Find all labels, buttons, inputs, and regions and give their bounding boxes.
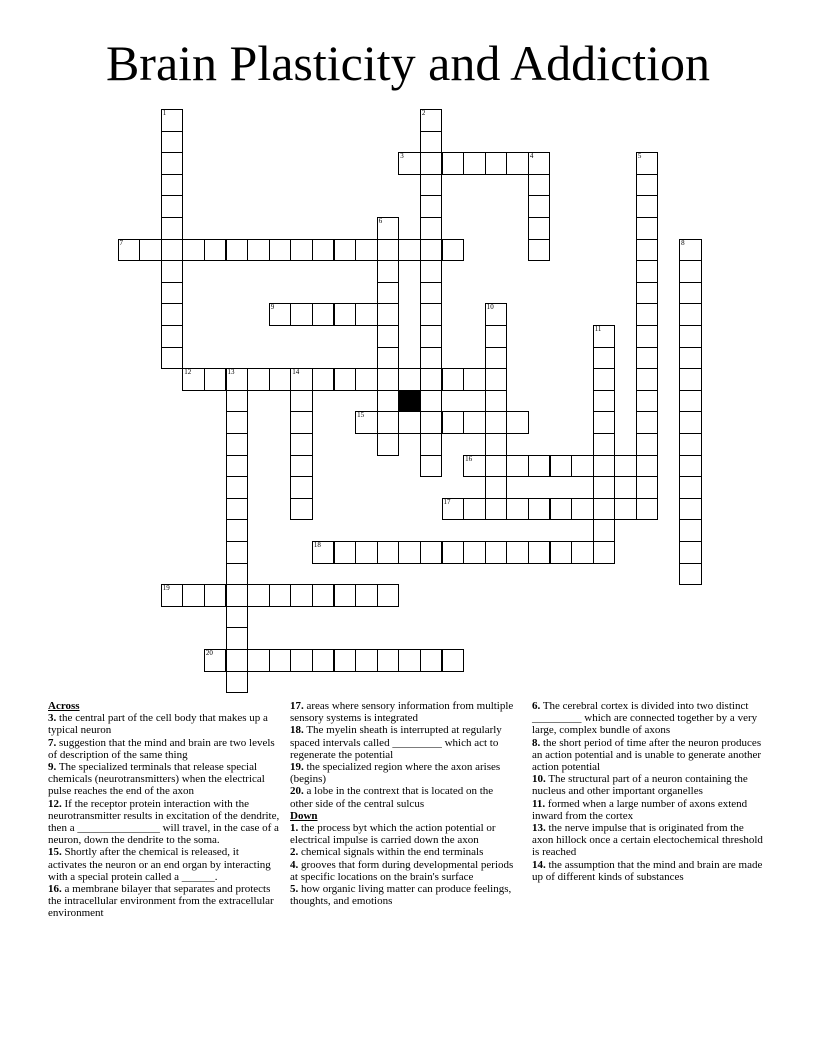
grid-cell[interactable]	[247, 368, 270, 391]
grid-cell[interactable]	[377, 649, 400, 672]
grid-cell[interactable]	[463, 541, 486, 564]
clue-number: 6	[378, 217, 383, 225]
grid-cell[interactable]	[420, 260, 443, 283]
grid-cell[interactable]	[226, 627, 249, 650]
grid-cell[interactable]	[679, 563, 702, 586]
grid-cell[interactable]	[182, 368, 205, 391]
grid-cell[interactable]	[161, 152, 184, 175]
grid-cell[interactable]	[355, 411, 378, 434]
grid-cell[interactable]	[290, 498, 313, 521]
grid-cell[interactable]	[442, 368, 465, 391]
down-clue-2: 2. chemical signals within the end terminals	[290, 846, 484, 859]
clue-number: 20	[205, 649, 213, 657]
grid-cell[interactable]	[636, 260, 659, 283]
grid-cell[interactable]	[463, 368, 486, 391]
grid-cell[interactable]	[334, 239, 357, 262]
grid-cell[interactable]	[377, 390, 400, 413]
grid-cell[interactable]	[226, 606, 249, 629]
grid-cell[interactable]	[636, 174, 659, 197]
across-clue-3: 3. the central part of the cell body that makes up a typical neuron	[48, 712, 268, 737]
grid-cell[interactable]	[442, 541, 465, 564]
grid-cell[interactable]	[636, 433, 659, 456]
grid-cell[interactable]	[182, 239, 205, 262]
grid-cell[interactable]	[312, 541, 335, 564]
grid-cell[interactable]	[269, 584, 292, 607]
grid-cell[interactable]	[355, 584, 378, 607]
grid-cell[interactable]	[290, 239, 313, 262]
grid-cell[interactable]	[593, 455, 616, 478]
down-heading: Down	[290, 809, 318, 822]
grid-cell[interactable]	[679, 455, 702, 478]
grid-cell[interactable]	[161, 260, 184, 283]
grid-cell[interactable]	[636, 347, 659, 370]
grid-cell[interactable]	[377, 303, 400, 326]
down-clue-4: 4. grooves that form during developmental periods at specific locations on the brain's surface	[290, 858, 514, 883]
grid-cell[interactable]	[377, 260, 400, 283]
grid-cell[interactable]	[398, 541, 421, 564]
grid-cell[interactable]	[679, 498, 702, 521]
grid-cell[interactable]	[506, 498, 529, 521]
grid-cell[interactable]	[571, 498, 594, 521]
grid-cell[interactable]	[636, 195, 659, 218]
grid-cell[interactable]	[679, 282, 702, 305]
grid-cell[interactable]	[398, 411, 421, 434]
grid-cell[interactable]	[226, 584, 249, 607]
grid-cell[interactable]	[420, 217, 443, 240]
grid-cell[interactable]	[679, 390, 702, 413]
grid-cell[interactable]	[420, 368, 443, 391]
grid-cell[interactable]	[528, 541, 551, 564]
black-cell	[398, 390, 421, 413]
grid-cell[interactable]	[550, 455, 573, 478]
clue-number: 14	[292, 368, 300, 377]
grid-cell[interactable]	[420, 411, 443, 434]
grid-cell[interactable]	[593, 498, 616, 521]
grid-cell[interactable]	[593, 476, 616, 499]
grid-cell[interactable]	[182, 584, 205, 607]
grid-cell[interactable]	[528, 498, 551, 521]
grid-cell[interactable]	[290, 390, 313, 413]
grid-cell[interactable]	[636, 325, 659, 348]
grid-cell[interactable]	[377, 541, 400, 564]
grid-cell[interactable]	[485, 390, 508, 413]
across-clue-17: 17. areas where sensory information from multiple sensory systems is integrated	[290, 700, 514, 725]
grid-cell[interactable]	[226, 433, 249, 456]
grid-cell[interactable]	[420, 152, 443, 175]
grid-cell[interactable]	[269, 649, 292, 672]
clue-number: 1	[162, 109, 167, 117]
grid-cell[interactable]	[679, 347, 702, 370]
grid-cell[interactable]	[355, 303, 378, 326]
grid-cell[interactable]	[506, 455, 529, 478]
grid-cell[interactable]	[593, 541, 616, 564]
grid-cell[interactable]	[506, 541, 529, 564]
grid-cell[interactable]	[485, 541, 508, 564]
grid-cell[interactable]	[420, 174, 443, 197]
grid-cell[interactable]	[614, 498, 637, 521]
clue-number: 2	[421, 109, 426, 117]
down-clue-8: 8. the short period of time after the neuron produces an action potential and is unable to generate another action potential	[532, 736, 762, 774]
grid-cell[interactable]	[636, 476, 659, 499]
grid-cell[interactable]	[593, 347, 616, 370]
grid-cell[interactable]	[485, 433, 508, 456]
grid-cell[interactable]	[139, 239, 162, 262]
grid-cell[interactable]	[290, 476, 313, 499]
across-clue-16: 16. a membrane bilayer that separates and protects the intracellular environment from the extracellular environment	[48, 883, 274, 920]
grid-cell[interactable]	[204, 649, 227, 672]
grid-cell[interactable]	[485, 368, 508, 391]
grid-cell[interactable]	[290, 368, 313, 391]
grid-cell[interactable]	[377, 368, 400, 391]
grid-cell[interactable]	[377, 325, 400, 348]
grid-cell[interactable]	[161, 239, 184, 262]
clues-column-2	[290, 700, 518, 907]
grid-cell[interactable]	[442, 411, 465, 434]
grid-cell[interactable]	[485, 476, 508, 499]
grid-cell[interactable]	[334, 368, 357, 391]
across-clue-19: 19. the specialized region where the axon arises (begins)	[290, 761, 501, 786]
grid-cell[interactable]	[442, 152, 465, 175]
grid-cell[interactable]	[679, 476, 702, 499]
grid-cell[interactable]	[528, 455, 551, 478]
grid-cell[interactable]	[485, 303, 508, 326]
grid-cell[interactable]	[420, 347, 443, 370]
grid-cell[interactable]	[312, 584, 335, 607]
grid-cell[interactable]	[528, 152, 551, 175]
grid-cell[interactable]	[161, 584, 184, 607]
grid-cell[interactable]	[355, 368, 378, 391]
down-clue-14: 14. the assumption that the mind and brain are made up of different kinds of substances	[532, 858, 763, 883]
grid-cell[interactable]	[679, 260, 702, 283]
grid-cell[interactable]	[161, 174, 184, 197]
grid-cell[interactable]	[463, 152, 486, 175]
grid-cell[interactable]	[593, 433, 616, 456]
grid-cell[interactable]	[355, 541, 378, 564]
across-heading: Across	[48, 700, 80, 712]
grid-cell[interactable]	[398, 649, 421, 672]
grid-cell[interactable]	[571, 541, 594, 564]
grid-cell[interactable]	[679, 325, 702, 348]
grid-cell[interactable]	[312, 649, 335, 672]
grid-cell[interactable]	[290, 584, 313, 607]
grid-cell[interactable]	[442, 239, 465, 262]
clue-number: 12	[184, 368, 192, 377]
grid-cell[interactable]	[636, 239, 659, 262]
grid-cell[interactable]	[226, 476, 249, 499]
grid-cell[interactable]	[528, 217, 551, 240]
grid-cell[interactable]	[226, 498, 249, 521]
grid-cell[interactable]	[334, 584, 357, 607]
grid-cell[interactable]	[420, 455, 443, 478]
clue-number: 8	[681, 238, 685, 247]
grid-cell[interactable]	[377, 239, 400, 262]
grid-cell[interactable]	[226, 239, 249, 262]
grid-cell[interactable]	[485, 152, 508, 175]
across-clue-18: 18. The myelin sheath is interrupted at regularly spaced intervals called _________ which act to regenerate the potential	[290, 724, 502, 761]
grid-cell[interactable]	[161, 325, 184, 348]
grid-cell[interactable]	[355, 239, 378, 262]
grid-cell[interactable]	[226, 411, 249, 434]
grid-cell[interactable]	[593, 368, 616, 391]
grid-cell[interactable]	[636, 303, 659, 326]
clue-number: 15	[357, 411, 365, 420]
grid-cell[interactable]	[312, 239, 335, 262]
grid-cell[interactable]	[161, 195, 184, 218]
grid-cell[interactable]	[355, 649, 378, 672]
clue-number: 11	[594, 325, 602, 333]
grid-cell[interactable]	[420, 195, 443, 218]
grid-cell[interactable]	[485, 455, 508, 478]
across-clue-7: 7. suggestion that the mind and brain are two levels of description of the same thing	[48, 736, 275, 761]
clue-number: 7	[119, 238, 123, 247]
grid-cell[interactable]	[636, 282, 659, 305]
grid-cell[interactable]	[528, 239, 551, 262]
grid-cell[interactable]	[593, 411, 616, 434]
grid-cell[interactable]	[679, 303, 702, 326]
grid-cell[interactable]	[204, 584, 227, 607]
grid-cell[interactable]	[377, 217, 400, 240]
grid-cell[interactable]	[226, 390, 249, 413]
grid-cell[interactable]	[334, 541, 357, 564]
grid-cell[interactable]	[290, 455, 313, 478]
grid-cell[interactable]	[247, 239, 270, 262]
grid-cell[interactable]	[226, 671, 249, 694]
down-clue-1: 1. the process byt which the action potential or electrical impulse is carried down the axon	[290, 822, 496, 847]
grid-cell[interactable]	[226, 368, 249, 391]
grid-cell[interactable]	[485, 411, 508, 434]
down-clue-13: 13. the nerve impulse that is originated from the axon hillock once a certain electochemical threshold is reached	[532, 822, 763, 859]
down-clue-6: 6. The cerebral cortex is divided into two distinct _________ which are connected together by a very large, complex bundle of axons	[532, 700, 758, 737]
grid-cell[interactable]	[636, 368, 659, 391]
grid-cell[interactable]	[334, 303, 357, 326]
grid-cell[interactable]	[593, 519, 616, 542]
grid-cell[interactable]	[420, 109, 443, 132]
grid-cell[interactable]	[420, 303, 443, 326]
grid-cell[interactable]	[550, 541, 573, 564]
grid-cell[interactable]	[377, 411, 400, 434]
clue-number: 3	[400, 152, 404, 161]
grid-cell[interactable]	[290, 433, 313, 456]
across-clues-column-1	[48, 700, 280, 920]
across-clue-12: 12. If the receptor protein interaction with the neurotransmitter results in excitation of the dendrite, then a _______________ will travel, in the case of a neuron, down the dendrite to the soma.	[48, 797, 280, 847]
grid-cell[interactable]	[334, 649, 357, 672]
down-clue-11: 11. formed when a large number of axons extend inward from the cortex	[532, 797, 748, 822]
grid-cell[interactable]	[593, 390, 616, 413]
clue-number: 5	[637, 152, 642, 161]
grid-cell[interactable]	[636, 455, 659, 478]
grid-cell[interactable]	[420, 282, 443, 305]
grid-cell[interactable]	[636, 217, 659, 240]
grid-cell[interactable]	[463, 455, 486, 478]
grid-cell[interactable]	[463, 411, 486, 434]
grid-cell[interactable]	[528, 174, 551, 197]
grid-cell[interactable]	[161, 217, 184, 240]
grid-cell[interactable]	[377, 347, 400, 370]
grid-cell[interactable]	[420, 541, 443, 564]
grid-cell[interactable]	[485, 498, 508, 521]
grid-cell[interactable]	[377, 433, 400, 456]
grid-cell[interactable]	[636, 498, 659, 521]
grid-cell[interactable]	[226, 649, 249, 672]
grid-cell[interactable]	[312, 368, 335, 391]
grid-cell[interactable]	[528, 195, 551, 218]
down-clue-5: 5. how organic living matter can produce feelings, thoughts, and emotions	[290, 883, 512, 908]
grid-cell[interactable]	[679, 411, 702, 434]
grid-cell[interactable]	[226, 519, 249, 542]
grid-cell[interactable]	[377, 282, 400, 305]
grid-cell[interactable]	[161, 282, 184, 305]
grid-cell[interactable]	[118, 239, 141, 262]
grid-cell[interactable]	[398, 152, 421, 175]
clue-number: 19	[162, 584, 170, 593]
clue-number: 18	[313, 541, 321, 549]
grid-cell[interactable]	[420, 433, 443, 456]
grid-cell[interactable]	[420, 325, 443, 348]
grid-cell[interactable]	[506, 152, 529, 175]
grid-cell[interactable]	[204, 239, 227, 262]
grid-cell[interactable]	[398, 239, 421, 262]
clue-number: 9	[270, 303, 275, 312]
grid-cell[interactable]	[679, 519, 702, 542]
grid-cell[interactable]	[204, 368, 227, 391]
grid-cell[interactable]	[614, 455, 637, 478]
grid-cell[interactable]	[398, 368, 421, 391]
grid-cell[interactable]	[226, 541, 249, 564]
grid-cell[interactable]	[485, 347, 508, 370]
grid-cell[interactable]	[420, 239, 443, 262]
grid-cell[interactable]	[679, 239, 702, 262]
across-clue-20: 20. a lobe in the contrext that is located on the other side of the central sulcus	[290, 785, 494, 810]
grid-cell[interactable]	[247, 584, 270, 607]
grid-cell[interactable]	[420, 649, 443, 672]
across-clue-15: 15. Shortly after the chemical is released, it activates the neuron or an end organ by interacting with a special protein called a ______.	[48, 846, 271, 883]
grid-cell[interactable]	[290, 303, 313, 326]
grid-cell[interactable]	[290, 649, 313, 672]
grid-cell[interactable]	[463, 498, 486, 521]
clue-number: 13	[227, 368, 235, 377]
grid-cell[interactable]	[269, 368, 292, 391]
grid-cell[interactable]	[679, 541, 702, 564]
down-clue-10: 10. The structural part of a neuron containing the nucleus and other important organelles	[532, 773, 748, 798]
down-clues-column-3	[532, 700, 766, 883]
grid-cell[interactable]	[571, 455, 594, 478]
page-title: Brain Plasticity and Addiction	[105, 35, 711, 91]
grid-cell[interactable]	[550, 498, 573, 521]
grid-cell[interactable]	[161, 131, 184, 154]
grid-cell[interactable]	[442, 649, 465, 672]
grid-cell[interactable]	[442, 498, 465, 521]
clue-number: 16	[465, 454, 473, 463]
grid-cell[interactable]	[679, 433, 702, 456]
grid-cell[interactable]	[485, 325, 508, 348]
grid-cell[interactable]	[420, 131, 443, 154]
grid-cell[interactable]	[290, 411, 313, 434]
grid-cell[interactable]	[312, 303, 335, 326]
grid-cell[interactable]	[420, 390, 443, 413]
grid-cell[interactable]	[161, 347, 184, 370]
grid-cell[interactable]	[161, 109, 184, 132]
grid-cell[interactable]	[226, 563, 249, 586]
grid-cell[interactable]	[636, 390, 659, 413]
grid-cell[interactable]	[269, 303, 292, 326]
grid-cell[interactable]	[636, 411, 659, 434]
clue-number: 17	[443, 497, 451, 506]
grid-cell[interactable]	[247, 649, 270, 672]
grid-cell[interactable]	[593, 325, 616, 348]
grid-cell[interactable]	[161, 303, 184, 326]
clue-number: 4	[529, 152, 534, 161]
grid-cell[interactable]	[226, 455, 249, 478]
across-clue-9: 9. The specialized terminals that release special chemicals (neurotransmitters) when the electrical pulse reaches the end of the axon	[48, 761, 265, 798]
grid-cell[interactable]	[679, 368, 702, 391]
grid-cell[interactable]	[506, 411, 529, 434]
grid-cell[interactable]	[269, 239, 292, 262]
grid-cell[interactable]	[377, 584, 400, 607]
grid-cell[interactable]	[636, 152, 659, 175]
clue-number: 10	[486, 303, 494, 312]
